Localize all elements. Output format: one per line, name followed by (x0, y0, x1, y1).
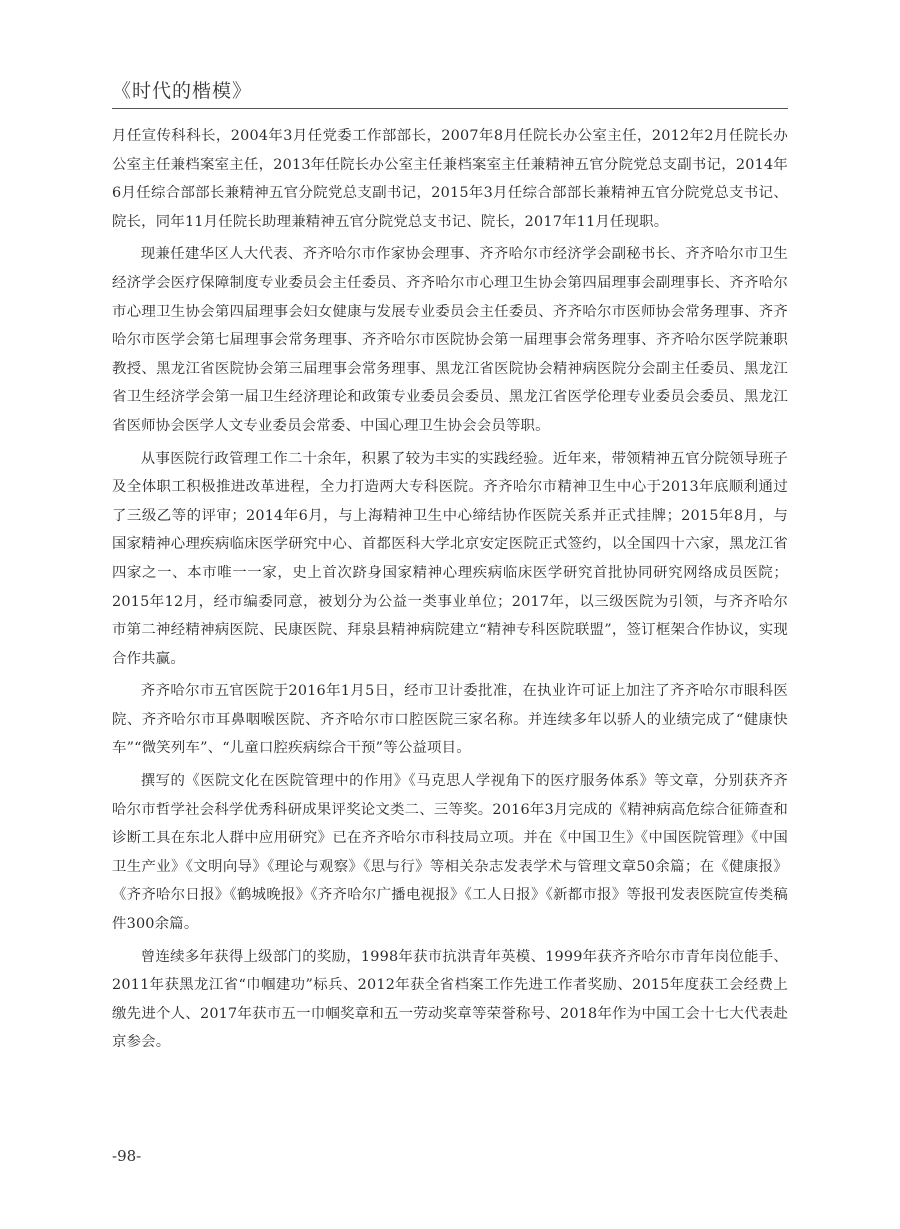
body-text (112, 122, 788, 1061)
running-header-title: 《时代的楷模》 (112, 80, 253, 102)
paragraph-management-experience: 从事医院行政管理工作二十余年，积累了较为丰实的实践经验。近年来，带领精神五官分院领导班子及全体职工积极推进改革进程，全力打造两大专科医院。齐齐哈尔市精神卫生中心于2013年底顺利通过了三级乙等的评审；2014年6月，与上海精神卫生中心缔结协作医院关系并正式挂牌；2015年8月，与国家精神心理疾病临床医学研究中心、首都医科大学北京安定医院正式签约，以全国四十六家，黑龙江省四家之一、本市唯一一家，史上首次跻身国家精神心理疾病临床医学研究首批协同研究网络成员医院；2015年12月，经市编委同意，被划分为公益一类事业单位；2017年，以三级医院为引领，与齐齐哈尔市第二神经精神病医院、民康医院、拜泉县精神病院建立“精神专科医院联盟”，签订框架合作协议，实现合作共赢。 (112, 450, 788, 667)
paragraph-eent-hospital: 齐齐哈尔市五官医院于2016年1月5日，经市卫计委批准，在执业许可证上加注了齐齐哈尔市眼科医院、齐齐哈尔市耳鼻咽喉医院、齐齐哈尔市口腔医院三家名称。并连续多年以骄人的业绩完成了“健康快车”“微笑列车”、“儿童口腔疾病综合干预”等公益项目。 (112, 683, 788, 757)
paragraph-concurrent-posts: 现兼任建华区人大代表、齐齐哈尔市作家协会理事、齐齐哈尔市经济学会副秘书长、齐齐哈尔市卫生经济学会医疗保障制度专业委员会主任委员、齐齐哈尔市心理卫生协会第四届理事会副理事长、齐齐哈尔市心理卫生协会第四届理事会妇女健康与发展专业委员会主任委员、齐齐哈尔市医师协会常务理事、齐齐哈尔市医学会第七届理事会常务理事、齐齐哈尔市医院协会第一届理事会常务理事、齐齐哈尔医学院兼职教授、黑龙江省医院协会第三届理事会常务理事、黑龙江省医院协会精神病医院分会副主任委员、黑龙江省卫生经济学会第一届卫生经济理论和政策专业委员会委员、黑龙江省医学伦理专业委员会委员、黑龙江省医师协会医学人文专业委员会常委、中国心理卫生协会会员等职。 (112, 246, 788, 434)
paragraph-publications: 撰写的《医院文化在医院管理中的作用》《马克思人学视角下的医疗服务体系》等文章，分别获齐齐哈尔市哲学社会科学优秀科研成果评奖论文类二、三等奖。2016年3月完成的《精神病高危综合征筛查和诊断工具在东北人群中应用研究》已在齐齐哈尔市科技局立项。并在《中国卫生》《中国医院管理》《中国卫生产业》《文明向导》《理论与观察》《思与行》等相关杂志发表学术与管理文章50余篇；在《健康报》《齐齐哈尔日报》《鹤城晚报》《齐齐哈尔广播电视报》《工人日报》《新都市报》等报刊发表医院宣传类稿件300余篇。 (112, 773, 788, 933)
paragraph-career-history: 月任宣传科科长，2004年3月任党委工作部部长，2007年8月任院长办公室主任，2012年2月任院长办公室主任兼档案室主任，2013年任院长办公室主任兼档案室主任兼精神五官分院党总支副书记，2014年6月任综合部部长兼精神五官分院党总支副书记，2015年3月任综合部部长兼精神五官分院党总支书记、院长，同年11月任院长助理兼精神五官分院党总支书记、院长，2017年11月任现职。 (112, 128, 788, 230)
paragraph-awards: 曾连续多年获得上级部门的奖励，1998年获市抗洪青年英模、1999年获齐齐哈尔市青年岗位能手、2011年获黑龙江省“巾帼建功”标兵、2012年获全省档案工作先进工作者奖励、2015年度获工会经费上缴先进个人、2017年获市五一巾帼奖章和五一劳动奖章等荣誉称号、2018年作为中国工会十七大代表赴京参会。 (112, 948, 788, 1051)
page-number: -98- (112, 1147, 142, 1165)
header-rule (112, 108, 788, 109)
